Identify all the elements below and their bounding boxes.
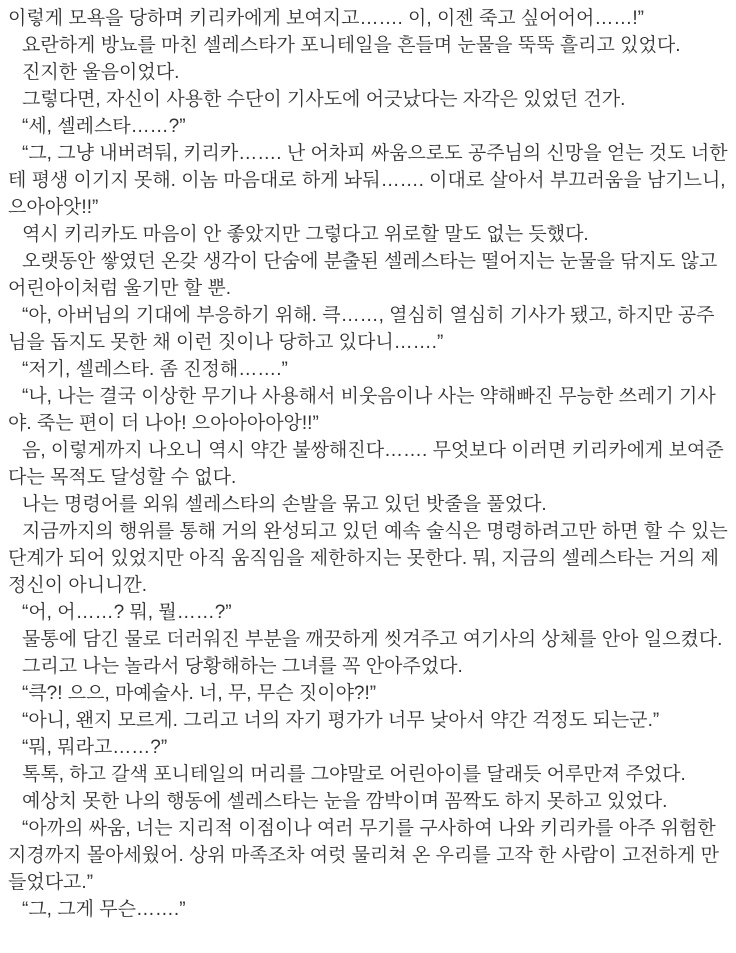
paragraph: 그리고 나는 놀라서 당황해하는 그녀를 꼭 안아주었다. (22, 656, 463, 677)
paragraph: 나는 명령어를 외워 셀레스타의 손발을 묶고 있던 밧줄을 풀었다. (22, 494, 547, 515)
paragraph: “큭?! 으으, 마예술사. 너, 무, 무슨 짓이야?!” (22, 683, 377, 704)
paragraph: “그, 그게 무슨…….” (22, 899, 186, 920)
paragraph: “그, 그냥 내버려둬, 키리카……. 난 어차피 싸움으로도 공주님의 신망을 얻는 것도 너한테 평생 이기지 못해. 이놈 마음대로 하게 놔둬……. 이대로 살아서 부끄러움을 남기느니, 으아아앗!!” (8, 143, 728, 218)
paragraph: 요란하게 방뇨를 마친 셀레스타가 포니테일을 흔들며 눈물을 뚝뚝 흘리고 있었다. (22, 35, 681, 56)
paragraph: 진지한 울음이었다. (22, 62, 180, 83)
paragraph: “나, 나는 결국 이상한 무기나 사용해서 비웃음이나 사는 약해빠진 무능한 쓰레기 기사야. 죽는 편이 더 나아! 으아아아아앙!!” (8, 386, 716, 434)
paragraph: 음, 이렇게까지 나오니 역시 약간 불쌍해진다……. 무엇보다 이러면 키리카에게 보여준다는 목적도 달성할 수 없다. (8, 440, 724, 488)
paragraph: 톡톡, 하고 갈색 포니테일의 머리를 그야말로 어린아이를 달래듯 어루만져 주었다. (22, 764, 686, 785)
paragraph: “세, 셀레스타……?” (22, 116, 186, 137)
paragraph: 예상치 못한 나의 행동에 셀레스타는 눈을 깜박이며 꼼짝도 하지 못하고 있었다. (22, 791, 668, 812)
paragraph: 물통에 담긴 물로 더러워진 부분을 깨끗하게 씻겨주고 여기사의 상체를 안아 일으켰다. (22, 629, 723, 650)
paragraph: “저기, 셀레스타. 좀 진정해…….” (22, 359, 288, 380)
paragraph: “아까의 싸움, 너는 지리적 이점이나 여러 무기를 구사하여 나와 키리카를 아주 위험한 지경까지 몰아세웠어. 상위 마족조차 여럿 물리쳐 온 우리를 고작 한 사람이 고전하게 만들었다고.” (8, 818, 720, 893)
paragraph: “뭐, 뭐라고……?” (22, 737, 168, 758)
paragraph: 지금까지의 행위를 통해 거의 완성되고 있던 예속 술식은 명령하려고만 하면 할 수 있는 단계가 되어 있었지만 아직 움직임을 제한하지는 못한다. 뭐, 지금의 셀레스타는 거의 제정신이 아니니깐. (8, 521, 728, 596)
paragraph: “어, 어……? 뭐, 뭘……?” (22, 602, 232, 623)
paragraph: 역시 키리카도 마음이 안 좋았지만 그렇다고 위로할 말도 없는 듯했다. (22, 224, 589, 245)
paragraph: 이렇게 모욕을 당하며 키리카에게 보여지고……. 이, 이젠 죽고 싶어어어……!” (8, 8, 644, 29)
paragraph: 그렇다면, 자신이 사용한 수단이 기사도에 어긋났다는 자각은 있었던 건가. (22, 89, 626, 110)
paragraph: 오랫동안 쌓였던 온갖 생각이 단숨에 분출된 셀레스타는 떨어지는 눈물을 닦지도 않고 어린아이처럼 울기만 할 뿐. (8, 251, 718, 299)
paragraph: “아, 아버님의 기대에 부응하기 위해. 큭……, 열심히 열심히 기사가 됐고, 하지만 공주님을 돕지도 못한 채 이런 짓이나 당하고 있다니…….” (8, 305, 715, 353)
paragraph: “아니, 왠지 모르게. 그리고 너의 자기 평가가 너무 낮아서 약간 걱정도 되는군.” (22, 710, 660, 731)
paragraph-list (8, 5, 728, 923)
